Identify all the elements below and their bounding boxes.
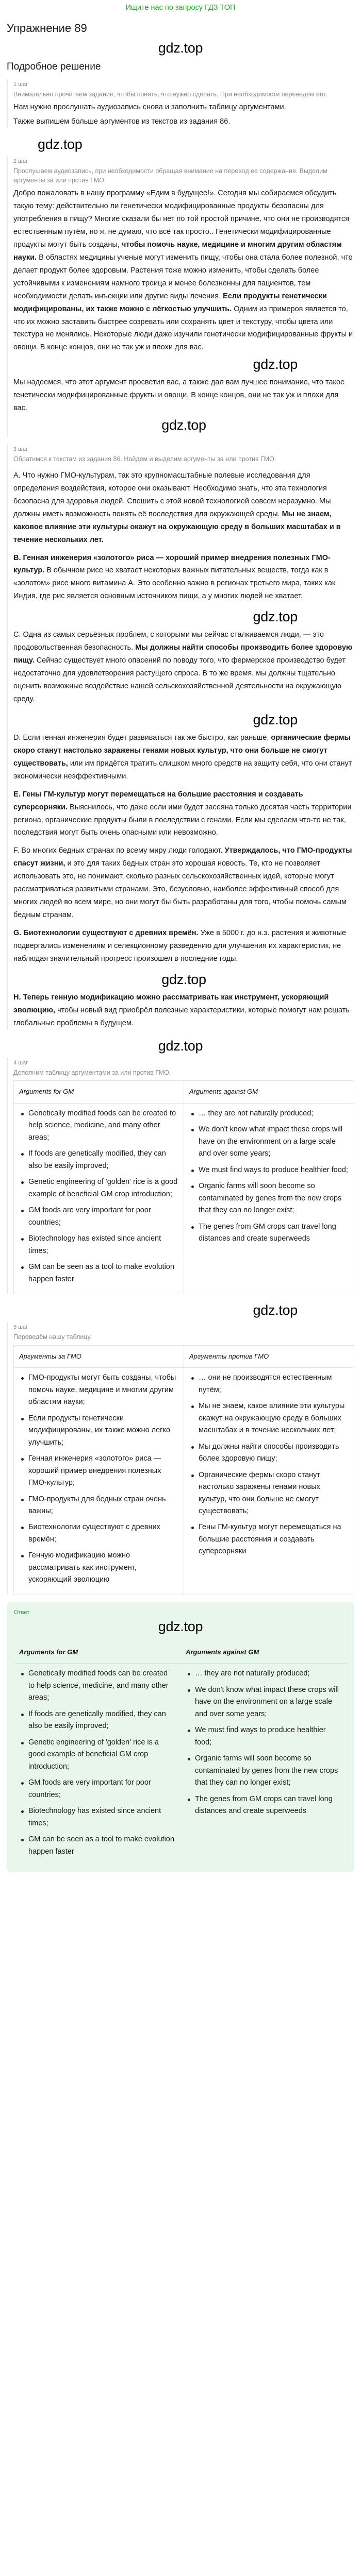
step-note: Дополним таблицу аргументами за или против ГМО.	[13, 1069, 171, 1076]
answer-table	[14, 1641, 347, 1866]
watermark: gdz.top	[161, 971, 206, 987]
list-item: We don't know what impact these crops will have on the environment on a large scale and over some years;	[189, 1124, 349, 1160]
highlight: Если продукты генетически модифицированы, их также можно с лёгкостью улучшить.	[13, 292, 327, 313]
step-note: Обратимся к текстам из задания 86. Найдем и выделим аргументы за или против ГМО.	[13, 455, 276, 463]
list-item: We don't know what impact these crops will have on the environment on a large scale and over some years;	[186, 1684, 342, 1720]
argument-b	[13, 552, 354, 603]
list-item: We must find ways to produce healthier food;	[186, 1724, 342, 1749]
step-label: 5 шаг	[13, 1324, 28, 1331]
text: A. Что нужно ГМО-культурам, так это крупномасштабные полевые исследования для определения воздействия, которое они оказывают. Необходимо знать, что эта технология безопасна для здоровья людей. Спешить с этой новой технологией совсем неразумно. Мы должны иметь возможность понять её последствия для окружающей среды.	[13, 471, 331, 518]
argument-c	[13, 629, 354, 706]
text: чтобы новый вид приобрёл полезные характеристики, которые помогут нам решать глобальные проблемы в будущем.	[13, 1006, 350, 1027]
list-item: Genetically modified foods can be created to help science, medicine, and many other areas;	[19, 1108, 178, 1144]
list-item: Если продукты генетически модифицированы, их также можно легко улучшить;	[19, 1413, 178, 1449]
step-2	[7, 156, 354, 437]
list-item: GM can be seen as a tool to make evolution happen faster	[19, 1834, 175, 1858]
step-label: 4 шаг	[13, 1059, 28, 1066]
step-note: Переведём нашу таблицу.	[13, 1333, 92, 1341]
for-list	[19, 1108, 178, 1285]
text: D. Если генная инженерия будет развиваться так же быстро, как раньше,	[13, 733, 269, 742]
text: или им придётся тратить слишком много средств на защиту себя, что они станут экономически неэффективными.	[13, 759, 352, 781]
for-cell	[14, 1103, 184, 1294]
list-item: Органические фермы скоро станут настолько заражены генами новых культур, что они больше не смогут существовать;	[189, 1469, 349, 1518]
list-item: … they are not naturally produced;	[186, 1668, 342, 1680]
list-item: Genetic engineering of 'golden' rice is a good example of beneficial GM crop introduction;	[19, 1737, 175, 1773]
paragraph: Также выпишем больше аргументов из текстов из задания 86.	[13, 117, 231, 126]
col-for-header: Аргументы за ГМО	[14, 1345, 184, 1367]
list-item: The genes from GM crops can travel long distances and create superweeds	[186, 1793, 342, 1818]
argument-f	[13, 844, 354, 922]
paragraph	[13, 187, 354, 354]
step-3	[7, 444, 354, 1030]
watermark: gdz.top	[158, 40, 203, 56]
text: Уже в 5000 г. до н.э. растения и животные подвергались изменениям и селекционному разведению для улучшения их характеристик, не наблюдая значительный прогресс произошел в последние годы.	[13, 929, 346, 963]
list-item: Genetic engineering of 'golden' rice is a good example of beneficial GM crop introduction;	[19, 1176, 178, 1200]
col-against-header: Arguments against GM	[186, 1648, 259, 1656]
watermark: gdz.top	[253, 1302, 298, 1318]
table-header	[14, 1345, 354, 1367]
argument-g	[13, 927, 354, 965]
table-header	[14, 1081, 354, 1103]
highlight: E. Гены ГМ-культур могут перемещаться на большие расстояния и создавать суперсорняки.	[13, 790, 303, 811]
argument-a	[13, 469, 354, 547]
list-item: Мы не знаем, какое влияние эти культуры окажут на окружающую среду в больших масштабах и в течение нескольких лет;	[189, 1400, 349, 1436]
list-item: ГМО-продукты могут быть созданы, чтобы помочь науке, медицине и многим другим областям науки;	[19, 1372, 178, 1408]
watermark: gdz.top	[253, 711, 298, 727]
list-item: … they are not naturally produced;	[189, 1108, 349, 1120]
arguments-table-en	[13, 1080, 354, 1294]
highlight: H. Теперь генную модификацию можно рассматривать как инструмент, ускоряющий эволюцию,	[13, 993, 329, 1014]
against-list	[189, 1372, 349, 1558]
list-item: Organic farms will soon become so contaminated by genes from the new crops that they can no longer exist;	[186, 1753, 342, 1789]
list-item: GM foods are very important for poor countries;	[19, 1777, 175, 1801]
paragraph: Нам нужно прослушать аудиозапись снова и заполнить таблицу аргументами.	[13, 103, 286, 111]
list-item: The genes from GM crops can travel long distances and create superweeds	[189, 1221, 349, 1245]
table-header	[14, 1641, 347, 1664]
top-banner	[0, 0, 361, 19]
table-row	[14, 1664, 347, 1866]
step-note: Прослушаем аудиозапись, при необходимости обращая внимание на перевод ее содержания. Выделим аргументы за или против ГМО.	[13, 167, 327, 184]
list-item: Гены ГМ-культур могут перемещаться на большие расстояния и создавать суперсорняки	[189, 1521, 349, 1557]
list-item: Biotechnology has existed since ancient times;	[19, 1233, 178, 1257]
step-1	[7, 79, 354, 128]
list-item: … они не производятся естественным путём;	[189, 1372, 349, 1396]
highlight: G. Биотехнологии существуют с древних времён.	[13, 929, 199, 937]
watermark: gdz.top	[161, 417, 206, 433]
list-item: Генная инженерия «золотого» риса — хороший пример внедрения полезных ГМО-культур;	[19, 1453, 178, 1489]
text: Одним из примеров является то, что их можно заставить быстрее созревать или сохранять цвет и текстуру, чтобы цвета или текстура не менялись. Некоторые люди даже изучили генетически модифицированные фрукты и овощи. В конце концов, они не так уж и плохи для вас.	[13, 304, 353, 352]
text: Выяснилось, что даже если ими будет засеяна только десятая часть территории региона, органические продукты были в последствии с генами. Если мы сделаем что-то не так, последствия могут быть очень опасными или невозможно.	[13, 803, 352, 837]
list-item: Biotechnology has existed since ancient times;	[19, 1805, 175, 1829]
col-against-header: Arguments against GM	[184, 1081, 354, 1103]
col-against-header: Аргументы против ГМО	[184, 1345, 354, 1367]
step-label: 3 шаг	[13, 446, 28, 453]
list-item: Organic farms will soon become so contaminated by genes from the new crops that they can no longer exist;	[189, 1180, 349, 1216]
watermark: gdz.top	[253, 357, 298, 372]
watermark: gdz.top	[38, 136, 83, 152]
list-item: Генную модификацию можно рассматривать как инструмент, ускоряющий эволюцию	[19, 1550, 178, 1586]
against-cell	[180, 1664, 347, 1866]
step-5	[7, 1322, 354, 1595]
list-item: GM can be seen as a tool to make evolution happen faster	[19, 1261, 178, 1285]
arguments-table-ru	[13, 1345, 354, 1595]
watermark: gdz.top	[158, 1038, 203, 1054]
highlight: Мы не знаем, каковое влияние эти культуры окажут на окружающую среду в больших масштабах и в течение нескольких лет.	[13, 510, 341, 544]
against-cell	[184, 1103, 354, 1294]
table-row	[14, 1103, 354, 1294]
paragraph: Мы надеемся, что этот аргумент просветил вас, а также дал вам лучшее понимание, что такое генетически модифицированные фрукты и овощи. В конце концов, они не так уж и плохи для вас.	[13, 378, 345, 413]
step-note: Внимательно прочитаем задание, чтобы понять, что нужно сделать. При необходимости переведём его.	[13, 91, 327, 98]
for-list	[19, 1372, 178, 1586]
highlight: Мы должны найти способы производить более здоровую пищу.	[13, 643, 353, 665]
against-list	[186, 1668, 342, 1817]
watermark: gdz.top	[253, 609, 298, 625]
list-item: Мы должны найти способы производить более здоровую пищу;	[189, 1441, 349, 1465]
list-item: GM foods are very important for poor countries;	[19, 1205, 178, 1229]
list-item: Биотехнологии существуют с древних времён;	[19, 1521, 178, 1546]
list-item: If foods are genetically modified, they can also be easily improved;	[19, 1708, 175, 1733]
text: Добро пожаловать в нашу программу «Едим в будущее!». Сегодня мы собираемся обсудить такую тему: действительно ли генетически модифицированные продукты безопасны для употребления в пищу? Многие сказали бы нет по той простой причине, что они не производятся естественным путём, но я, не думаю, что всё так просто.. Генетически модифицированные продукты могут быть созданы,	[13, 189, 350, 249]
text: В обычном рисе не хватает некоторых важных питательных веществ, тогда как в «золотом» рисе много витамина A. Это особенно важно в регионах третьего мира, таких как Индия, где рис является основным источником пищи, а у многих людей не хватает.	[13, 566, 336, 601]
watermark: gdz.top	[158, 1618, 203, 1634]
answer-label: Ответ	[14, 1609, 30, 1616]
list-item: ГМО-продукты для бедных стран очень важны;	[19, 1494, 178, 1518]
content	[0, 21, 361, 1872]
col-for-header: Arguments for GM	[14, 1081, 184, 1103]
search-promo-link[interactable]: Ищите нас по запросу ГДЗ ТОП	[125, 4, 236, 12]
col-for-header: Arguments for GM	[19, 1648, 78, 1656]
answer-box	[7, 1602, 354, 1872]
argument-e	[13, 788, 354, 840]
argument-h	[13, 991, 354, 1030]
text: В областях медицины ученые могут изменить пищу, чтобы она стала более полезной, что делает продукт более здоровым. Растения тоже можно изменить, чтобы сделать более устойчивыми к изменениям намного троица и менее болезненны для пациентов, тем необходимости делать инъекции или другие виды лечения.	[13, 253, 353, 300]
highlight: чтобы помочь науке, медицине и многим другим областям науки.	[13, 240, 342, 262]
step-4	[7, 1058, 354, 1294]
highlight: B. Генная инженерия «золотого» риса — хороший пример внедрения полезных ГМО-культур.	[13, 553, 331, 575]
text: Сейчас существует много опасений по поводу того, что фермерское производство будет недостаточно для удовлетворения растущего спроса. В то же время, мы должны тщательно оценить возможные воздействие нашей сельскохозяйственной деятельности на окружающую среду.	[13, 656, 346, 703]
list-item: If foods are genetically modified, they can also be easily improved;	[19, 1148, 178, 1172]
against-list	[189, 1108, 349, 1245]
for-cell	[14, 1664, 180, 1866]
table-row	[14, 1368, 354, 1595]
highlight: органические фермы скоро станут настолько заражены генами новых культур, что они больше не смогут существовать,	[13, 733, 351, 768]
text: C. Одна из самых серьёзных проблем, с которыми мы сейчас сталкиваемся люди, — это продовольственная безопасность.	[13, 631, 324, 652]
section-title: Подробное решение	[7, 61, 101, 72]
for-cell	[14, 1368, 184, 1595]
list-item: We must find ways to produce healthier food;	[189, 1164, 349, 1176]
against-cell	[184, 1368, 354, 1595]
page-title: Упражнение 89	[7, 22, 87, 35]
list-item: Genetically modified foods can be created to help science, medicine, and many other areas;	[19, 1668, 175, 1704]
highlight: Утверждалось, что ГМО-продукты спасут жизни,	[13, 846, 352, 868]
argument-d	[13, 732, 354, 783]
step-label: 1 шаг	[13, 81, 28, 88]
text: F. Во многих бедных странах по всему миру люди голодают.	[13, 846, 223, 855]
text: и это для таких бедных стран это хорошая новость. Те, кто не позволяет использовать это, не понимают, сколько разных сельскохозяйственных идей, которые могут рассматриваться развитыми странами. Это, безусловно, наиболее эффективный способ для многих людей во всем мире, но они могут бы быть разработаны для того, чтобы помочь самым бедным странам.	[13, 859, 347, 920]
step-label: 2 шаг	[13, 158, 28, 164]
for-list	[19, 1668, 175, 1858]
